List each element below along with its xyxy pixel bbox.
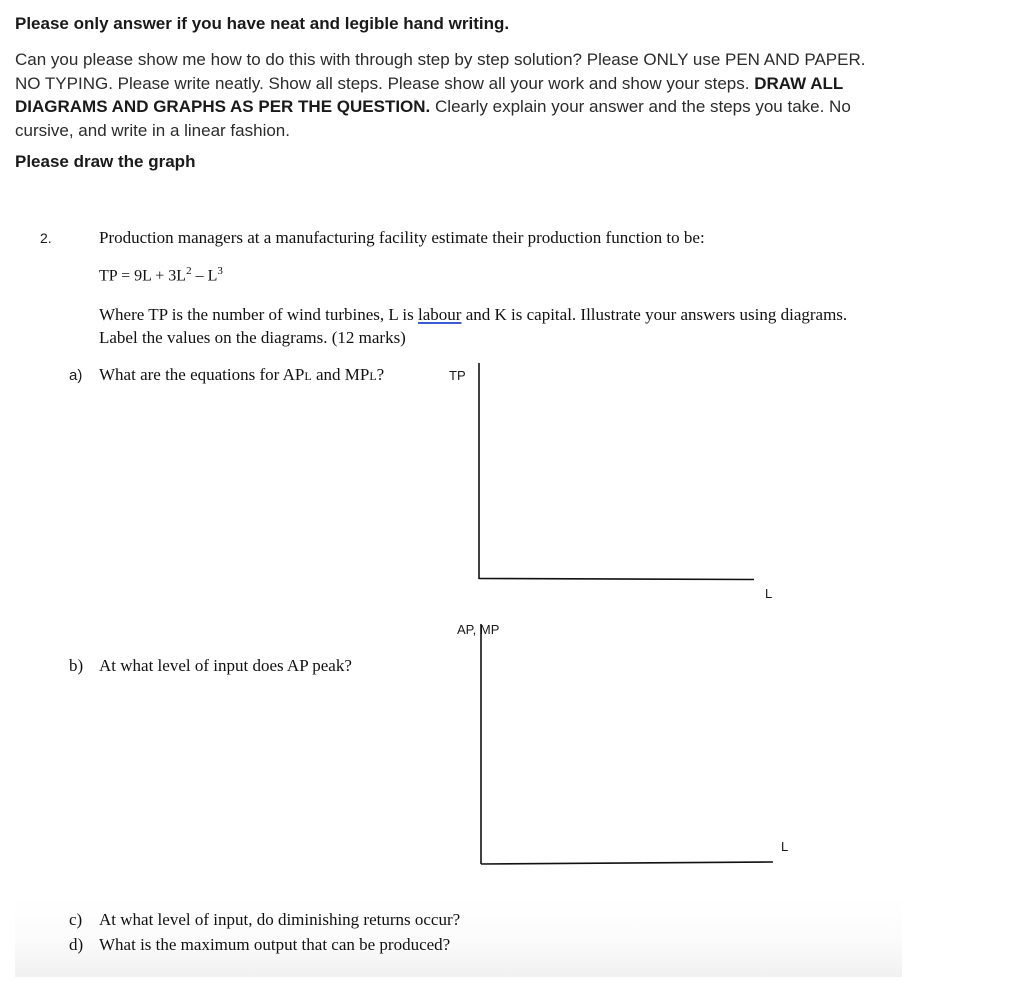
question-number: 2. [40,230,52,246]
tp-graph-y-label: TP [449,368,466,383]
ap-mp-graph-y-label: AP, MP [457,622,500,637]
equation-sup-2: 2 [186,265,192,277]
equation-sup-3: 3 [217,265,223,277]
question-intro: Production managers at a manufacturing facility estimate their production function to be: [99,228,705,247]
part-b-text: At what level of input does AP peak? [99,656,352,675]
part-a-letter: a) [69,367,83,384]
tp-graph-x-label: L [765,586,773,601]
part-c-letter: c) [69,910,83,929]
header-instruction: Please only answer if you have neat and legible hand writing. [15,14,510,33]
equation-part-2: – L [191,267,218,285]
ap-mp-graph-x-label: L [781,839,789,854]
part-b-letter: b) [69,656,84,675]
where-text-1: Where TP is the number of wind turbines, L is [99,305,414,324]
where-text-2: and K is capital. Illustrate your answers using diagrams. Label the values on the diagrams. (12 marks) [99,305,848,347]
part-d-text: What is the maximum output that can be produced? [99,935,451,954]
part-a-sub-1: L [304,369,312,383]
draw-graph-instruction: Please draw the graph [15,152,196,171]
instructions-text-2: Clearly explain your answer and the steps you take. No cursive, and write in a linear fashion. [15,97,851,140]
ap-mp-graph-x-axis [481,862,773,864]
part-a-text-1: What are the equations for AP [99,365,305,384]
equation-part-1: TP = 9L + 3L [99,267,187,285]
spellcheck-underlined-word: labour [418,305,462,324]
part-c-text: At what level of input, do diminishing returns occur? [99,910,461,929]
part-a-text-2: and MP [311,365,370,384]
tp-graph-x-axis [479,579,754,580]
part-a-text-3: ? [376,365,385,384]
instructions-text-1: Can you please show me how to do this with through step by step solution? Please ONLY use PEN AND PAPER. NO TYPING. Please write neatly. Show all steps. Please show all your work and show your steps. [15,50,866,93]
instructions-bold-text: DRAW ALL DIAGRAMS AND GRAPHS AS PER THE QUESTION. [15,73,843,116]
part-d-letter: d) [69,935,84,954]
part-a-sub-2: L [369,369,377,383]
